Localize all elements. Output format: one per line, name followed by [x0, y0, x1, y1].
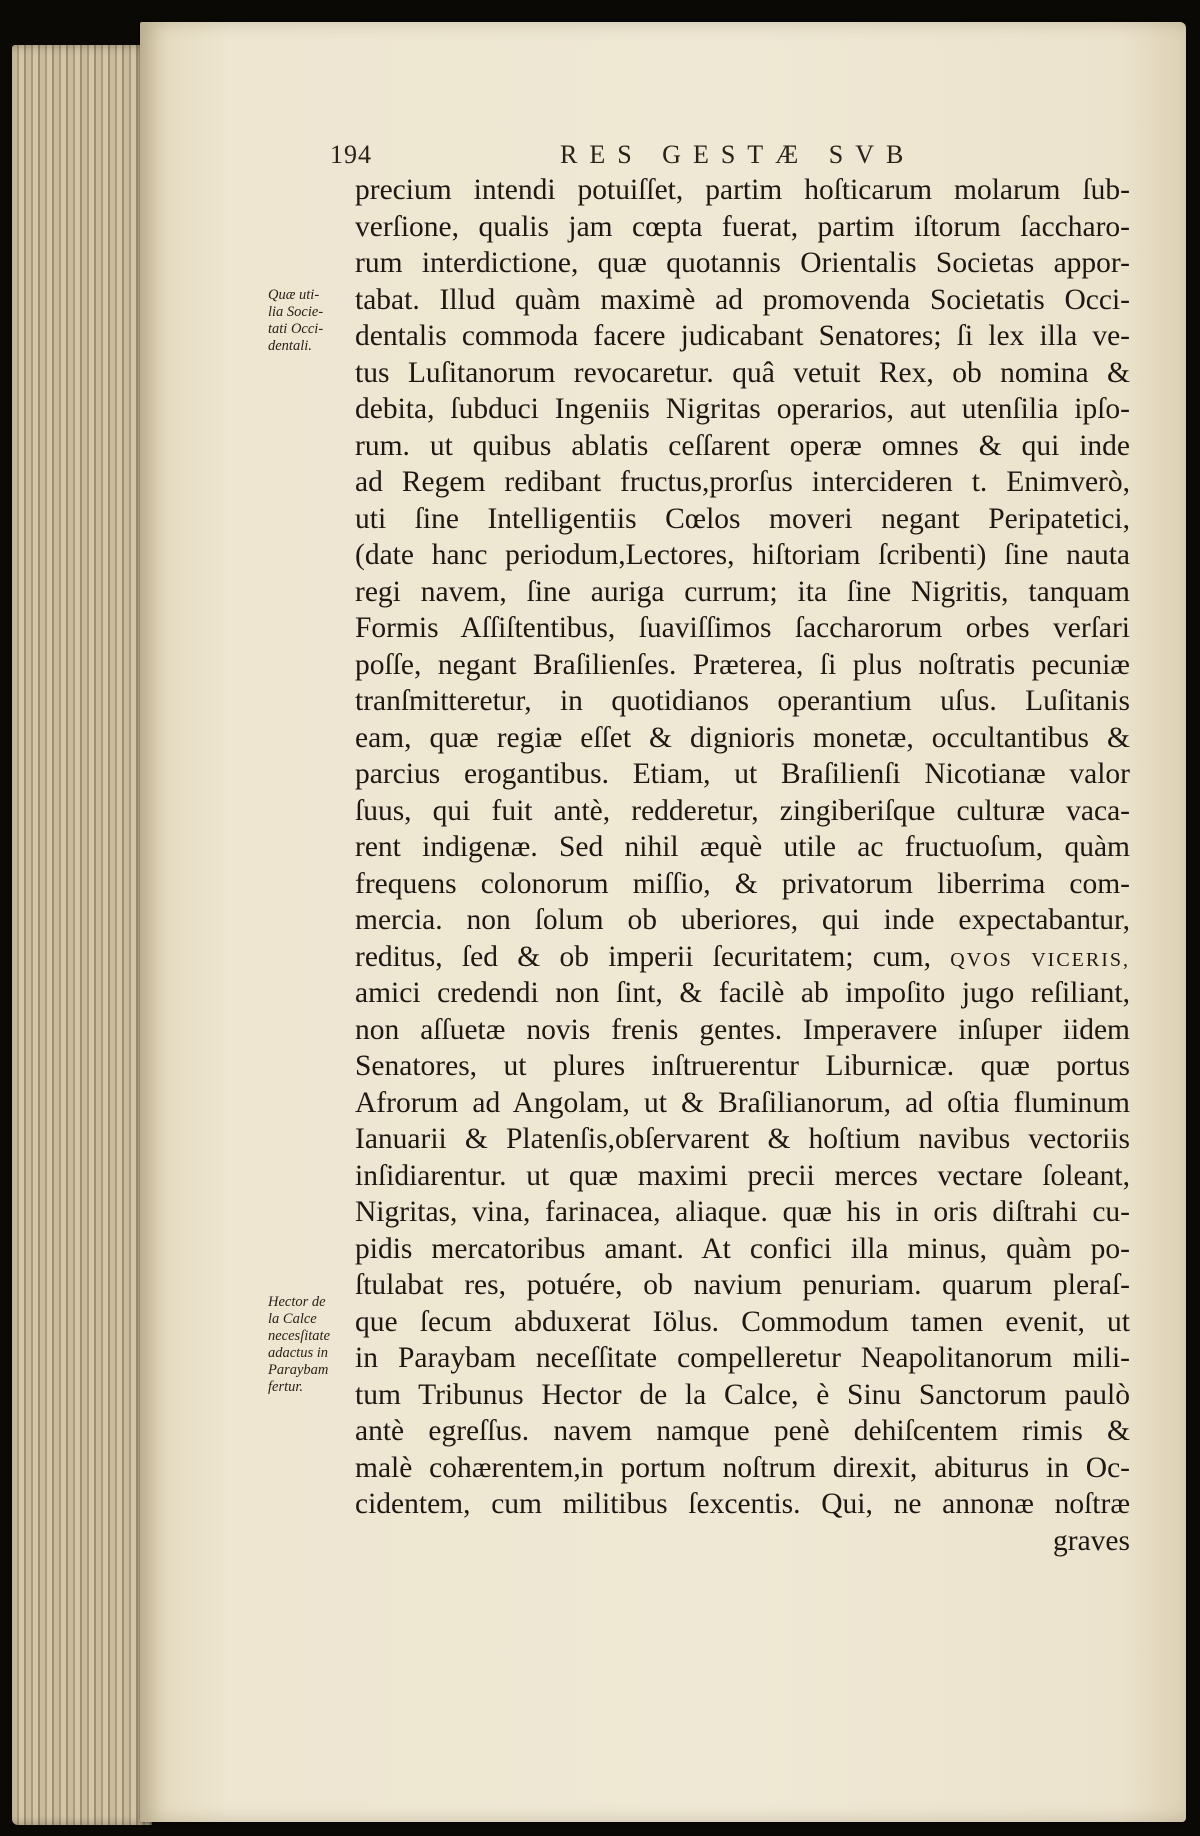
body-text [355, 172, 1130, 1559]
sidenote-line: lia Socie- [268, 304, 324, 320]
book-page-edges [12, 45, 152, 1825]
text-line: dentalis commoda facere judicabant Senatores; ſi lex illa ve- [355, 320, 1130, 352]
sidenote-line: adactus in [268, 1345, 329, 1361]
text-line: rent indigenæ. Sed nihil æquè utile ac fructuoſum, quàm [355, 831, 1130, 863]
text-line: verſione, qualis jam cœpta fuerat, partim iſtorum ſaccharo- [355, 210, 1130, 243]
text-line: tus Luſitanorum revocaretur. quâ vetuit Rex, ob nomina & [355, 356, 1130, 389]
text-line: malè cohærentem,in portum noſtrum direxit, abiturus in Oc- [355, 1451, 1130, 1484]
text-line: rum interdictione, quæ quotannis Orientalis Societas appor- [355, 247, 1130, 279]
text-line: (date hanc periodum,Lectores, hiſtoriam ſcribenti) ſine nauta [355, 539, 1130, 571]
text-line: precium intendi potuiſſet, partim hoſticarum molarum ſub- [355, 174, 1130, 206]
text-line: ad Regem redibant fructus,prorſus intercideren t. Enimverò, [355, 466, 1130, 498]
text-line: Formis Aſſiſtentibus, ſuaviſſimos ſaccharorum orbes verſari [355, 612, 1130, 644]
text-line: uti ſine Intelligentiis Cœlos moveri negant Peripatetici, [355, 502, 1130, 535]
catchword: graves [1053, 1524, 1130, 1557]
sidenote-line: necesſitate [268, 1328, 331, 1344]
text-line: tranſmitteretur, in quotidianos operantium uſus. Luſitanis [355, 685, 1130, 717]
text-line: poſſe, negant Braſilienſes. Præterea, ſi plus noſtratis pecuniæ [355, 648, 1130, 681]
sidenote-line: la Calce [268, 1311, 317, 1327]
smallcaps-phrase: QVOS VICERIS, [950, 948, 1131, 971]
text-line: in Paraybam neceſſitate compelleretur Neapolitanorum mili- [355, 1342, 1130, 1374]
text-line: Afrorum ad Angolam, ut & Braſilianorum, ad oſtia fluminum [355, 1086, 1130, 1119]
sidenote-hector [268, 1294, 348, 1396]
text-line: frequens colonorum miſſio, & privatorum liberrima com- [355, 867, 1130, 900]
sidenote-line: tati Occi- [268, 321, 324, 337]
sidenote-line: fertur. [268, 1379, 304, 1395]
sidenote-utilia [268, 287, 348, 355]
running-head [210, 140, 960, 176]
sidenote-line: Hector de [268, 1294, 326, 1310]
text-line: ſtulabat res, potuére, ob navium penuriam. quarum pleraſ- [355, 1269, 1130, 1301]
text-line: non aſſuetæ novis frenis gentes. Imperavere inſuper iidem [355, 1013, 1130, 1046]
text-line: rum. ut quibus ablatis ceſſarent operæ omnes & qui inde [355, 429, 1130, 462]
text-line-with-smallcaps [355, 939, 1130, 976]
running-title: RES GESTÆ SVB [560, 140, 916, 169]
text-line: Ianuarii & Platenſis,obſervarent & hoſtium navibus vectoriis [355, 1123, 1130, 1155]
text-line: que ſecum abduxerat Iölus. Commodum tamen evenit, ut [355, 1305, 1130, 1338]
text-line: antè egreſſus. navem namque penè dehiſcentem rimis & [355, 1415, 1130, 1447]
sidenote-line: dentali. [268, 338, 312, 354]
sidenote-line: Quæ uti- [268, 287, 320, 303]
text-line: debita, ſubduci Ingeniis Nigritas operarios, aut utenſilia ipſo- [355, 393, 1130, 425]
page-number: 194 [330, 140, 372, 169]
text-line: pidis mercatoribus amant. At confici illa minus, quàm po- [355, 1232, 1130, 1265]
sidenote-line: Paraybam [268, 1362, 329, 1378]
text-line: tabat. Illud quàm maximè ad promovenda Societatis Occi- [355, 283, 1130, 316]
text-line: ſuus, qui fuit antè, redderetur, zingiberiſque culturæ vaca- [355, 794, 1130, 827]
text-line: regi navem, ſine auriga currum; ita ſine Nigritis, tanquam [355, 575, 1130, 608]
text-line: eam, quæ regiæ eſſet & dignioris monetæ, occultantibus & [355, 721, 1130, 754]
text-line: mercia. non ſolum ob uberiores, qui inde expectabantur, [355, 904, 1130, 936]
text-line: inſidiarentur. ut quæ maximi precii merces vectare ſoleant, [355, 1159, 1130, 1192]
text-line: amici credendi non ſint, & facilè ab impoſito jugo reſiliant, [355, 977, 1130, 1009]
text-line-part: reditus, ſed & ob imperii ſecuritatem; cum, [355, 940, 951, 973]
text-line: tum Tribunus Hector de la Calce, è Sinu Sanctorum paulò [355, 1378, 1130, 1411]
text-line: Senatores, ut plures inſtruerentur Liburnicæ. quæ portus [355, 1050, 1130, 1082]
text-line: cidentem, cum militibus ſexcentis. Qui, ne annonæ noſtræ [355, 1488, 1130, 1520]
text-line: Nigritas, vina, farinacea, aliaque. quæ his in oris diſtrahi cu- [355, 1196, 1130, 1228]
text-line: parcius erogantibus. Etiam, ut Braſilienſi Nicotianæ valor [355, 758, 1130, 790]
